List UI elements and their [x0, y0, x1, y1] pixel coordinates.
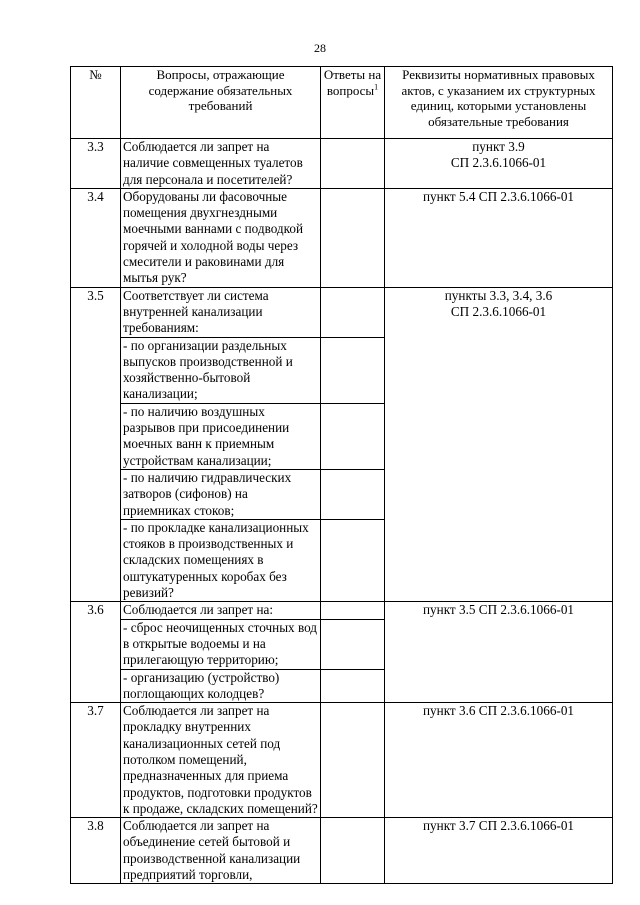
- question-text: Соблюдается ли запрет на объединение сетей бытовой и производственной канализации предприятий торговли,: [121, 818, 321, 884]
- answer-cell[interactable]: [321, 188, 385, 287]
- question-text: Соблюдается ли запрет на:: [121, 602, 321, 619]
- table-row: [71, 287, 613, 337]
- answer-cell[interactable]: [321, 602, 385, 619]
- subquestion-text: - сброс неочищенных сточных вод в открытые водоемы и на прилегающую территорию;: [121, 619, 321, 669]
- requirements-table: [70, 66, 613, 884]
- requisites-text: пункт 3.9 СП 2.3.6.1066-01: [385, 139, 613, 189]
- subquestion-text: - по наличию воздушных разрывов при присоединении моечных ванн к приемным устройствам канализации;: [121, 403, 321, 469]
- item-number: 3.3: [71, 139, 121, 189]
- header-questions: Вопросы, отражающие содержание обязательных требований: [121, 67, 321, 139]
- answer-cell[interactable]: [321, 139, 385, 189]
- item-number: 3.5: [71, 287, 121, 602]
- item-number: 3.7: [71, 703, 121, 818]
- page-number: 28: [314, 41, 326, 55]
- answer-cell[interactable]: [321, 519, 385, 601]
- table-row: [71, 188, 613, 287]
- item-number: 3.4: [71, 188, 121, 287]
- subquestion-text: - по организации раздельных выпусков производственной и хозяйственно-бытовой канализации;: [121, 337, 321, 403]
- table-body: [71, 139, 613, 884]
- question-text: Соблюдается ли запрет на наличие совмещенных туалетов для персонала и посетителей?: [121, 139, 321, 189]
- header-answers-label: Ответы на вопросы: [323, 67, 382, 98]
- header-num: №: [71, 67, 121, 139]
- header-answers: [321, 67, 385, 139]
- answer-cell[interactable]: [321, 287, 385, 337]
- item-number: 3.6: [71, 602, 121, 703]
- answer-cell[interactable]: [321, 619, 385, 669]
- requisites-text: пункт 3.6 СП 2.3.6.1066-01: [385, 703, 613, 818]
- answer-cell[interactable]: [321, 669, 385, 703]
- question-text: Соблюдается ли запрет на прокладку внутренних канализационных сетей под потолком помещений, предназначенных для приема продуктов, подготовки продуктов к продаже, складских помещений?: [121, 703, 321, 818]
- answer-cell[interactable]: [321, 403, 385, 469]
- header-requisites: Реквизиты нормативных правовых актов, с указанием их структурных единиц, которыми установлены обязательные требования: [385, 67, 613, 139]
- subquestion-text: - по прокладке канализационных стояков в производственных и складских помещениях в оштукатуренных коробах без ревизий?: [121, 519, 321, 601]
- answer-cell[interactable]: [321, 703, 385, 818]
- table-row: [71, 602, 613, 619]
- answer-cell[interactable]: [321, 818, 385, 884]
- question-text: Соответствует ли система внутренней канализации требованиям:: [121, 287, 321, 337]
- question-text: Оборудованы ли фасовочные помещения двухгнездными моечными ваннами с подводкой горячей и холодной воды через смесители и раковинами для мытья рук?: [121, 188, 321, 287]
- table-row: [71, 703, 613, 818]
- answer-cell[interactable]: [321, 469, 385, 519]
- subquestion-text: - по наличию гидравлических затворов (сифонов) на приемниках стоков;: [121, 469, 321, 519]
- requisites-text: пункт 3.5 СП 2.3.6.1066-01: [385, 602, 613, 703]
- table-row: [71, 818, 613, 884]
- table-row: [71, 139, 613, 189]
- requisites-text: пункт 5.4 СП 2.3.6.1066-01: [385, 188, 613, 287]
- footnote-marker: 1: [374, 82, 379, 92]
- item-number: 3.8: [71, 818, 121, 884]
- requisites-text: пункт 3.7 СП 2.3.6.1066-01: [385, 818, 613, 884]
- requisites-text: пункты 3.3, 3.4, 3.6 СП 2.3.6.1066-01: [385, 287, 613, 602]
- subquestion-text: - организацию (устройство) поглощающих колодцев?: [121, 669, 321, 703]
- table-header-row: [71, 67, 613, 139]
- answer-cell[interactable]: [321, 337, 385, 403]
